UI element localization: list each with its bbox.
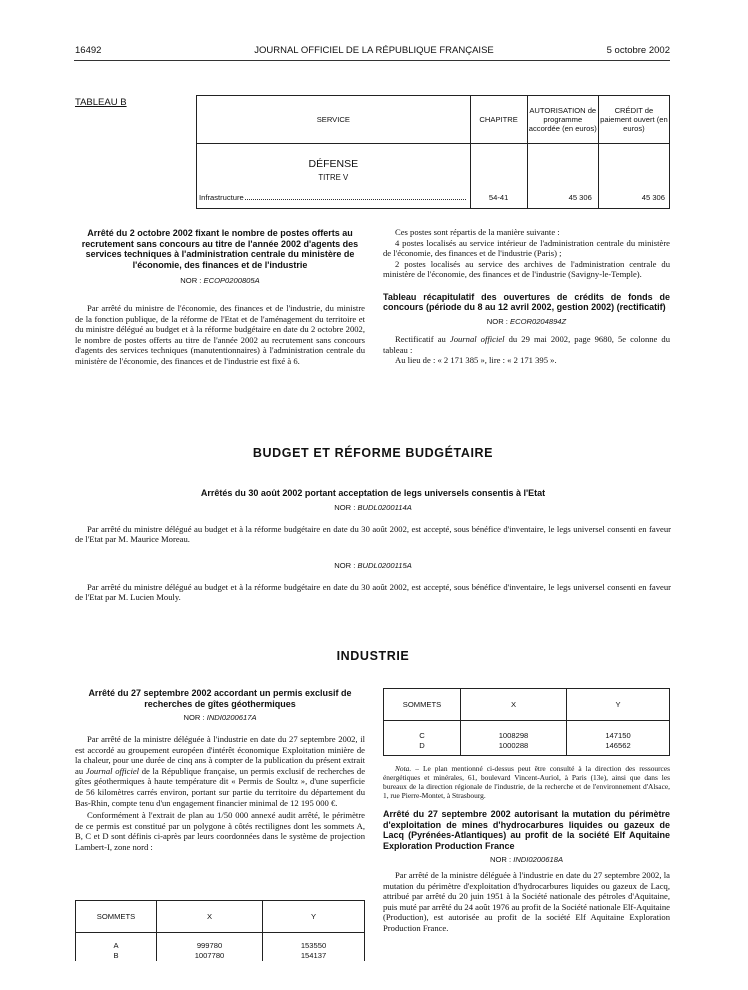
journal-title: JOURNAL OFFICIEL DE LA RÉPUBLIQUE FRANÇAISE bbox=[254, 45, 494, 56]
budget-text-2: Par arrêté du ministre délégué au budget et à la réforme budgétaire en date du 30 août 2002, est accepté, sous bénéfice d'inventaire, le legs universel consenti en faveur de l'Etat par M. Lucien Mouly. bbox=[75, 581, 671, 603]
titre-label: TITRE V bbox=[318, 173, 349, 182]
th-y: Y bbox=[567, 689, 670, 721]
nota-block bbox=[383, 764, 670, 934]
repartition-1: 4 postes localisés au service intérieur de l'administration centrale du ministère de l'économie, des finances et de l'industrie (Paris) ; bbox=[383, 237, 670, 259]
mutation-body: Par arrêté de la ministre déléguée à l'industrie en date du 27 septembre 2002, la mutation du périmètre d'exploitation d'hydrocarbures liquides ou gazeux de Lacq, attribué par arrêté du 20 juin 1951 à la Société nationale des pétroles d'Aquitaine, puis muté par arrêté du 24 août 1976 au profit de la Société nationale Elf-Aquitaine (Production), est autorisée au profit de la société Elf Aquitaine Exploration Production France. bbox=[383, 870, 670, 933]
nor-label: NOR : bbox=[489, 855, 512, 864]
y-col bbox=[263, 933, 365, 962]
sommets-col bbox=[76, 933, 157, 962]
industrie-heading: INDUSTRIE bbox=[336, 649, 410, 663]
budget-nor-1 bbox=[75, 503, 671, 512]
row-autorisation: 45 306 bbox=[527, 144, 598, 209]
tableau-b-table bbox=[196, 95, 670, 209]
mutation-title: Arrêté du 27 septembre 2002 autorisant la mutation du périmètre d'exploitation de mines d'hydrocarbures liquides ou gazeux de Lacq (Pyrénées-Atlantiques) au profit de la société Elf Aquitaine Exploration Production France bbox=[383, 809, 670, 851]
header-rule bbox=[74, 60, 670, 61]
permis-para2: Conformément à l'extrait de plan au 1/50 000 annexé audit arrêté, le périmètre de ce permis est constitué par un polygone à côtés rectilignes dont les sommets A, B, C et D sont définis ci-après par leurs coordonnées dans le système de projection Lambert-I, zone nord : bbox=[75, 810, 365, 852]
y-b: 154137 bbox=[300, 951, 327, 960]
sommet-d: D bbox=[419, 741, 425, 750]
y-a: 153550 bbox=[300, 941, 327, 950]
th-x: X bbox=[461, 689, 567, 721]
repartition-2: 2 postes localisés au service des archives de l'administration centrale du ministère de l'économie, des finances et de l'industrie (Savigny-le-Temple). bbox=[383, 258, 670, 280]
permis-para1-b: de la République française, un permis exclusif de recherches de gîtes géothermiques à haute température dit « Permis de Soultz », d'une superficie de 56 kilomètres carrés environ, portant sur partie du territoire du département du Bas-Rhin, compte tenu d'un engagement financier minimal de 12 195 000 €. bbox=[75, 765, 366, 808]
tableau-recap-title: Tableau récapitulatif des ouvertures de crédits de fonds de concours (période du 8 au 12 avril 2002, gestion 2002) (rectificatif) bbox=[383, 291, 670, 313]
service-infrastructure: Infrastructure bbox=[199, 193, 244, 202]
x-b: 1007780 bbox=[194, 951, 225, 960]
repartition-block bbox=[383, 227, 670, 366]
ministry-name: DÉFENSE bbox=[308, 158, 359, 170]
nor-label: NOR : bbox=[334, 560, 356, 570]
nor-code: BUDL0200115A bbox=[357, 560, 412, 570]
nota-text bbox=[383, 764, 670, 800]
dot-leader bbox=[245, 193, 466, 200]
sommets-table-cd bbox=[383, 688, 670, 756]
x-c: 1008298 bbox=[498, 731, 529, 740]
nota-body: – Le plan mentionné ci-dessus peut être consulté à la direction des ressources énergétiques et minérales, 61, boulevard Vincent-Auriol, à Paris (13e), ainsi que dans les bureaux de la direction régionale de l'industrie, de la recherche et de l'environnement d'Alsace, 1, rue Pierre-Montet, à Strasbourg. bbox=[383, 764, 670, 800]
y-c: 147150 bbox=[605, 731, 631, 740]
sommet-b: B bbox=[113, 951, 119, 960]
sommets-table-ab bbox=[75, 900, 365, 961]
nor-label: NOR : bbox=[486, 316, 508, 326]
permis-block bbox=[75, 688, 365, 853]
nor-code: INDI0200617A bbox=[206, 713, 257, 722]
recap-suffix: du 29 mai 2002, page 9680, 5e colonne du tableau : bbox=[383, 333, 671, 355]
tableau-recap-correction: Au lieu de : « 2 171 385 », lire : « 2 171 395 ». bbox=[395, 355, 557, 366]
permis-journal: Journal officiel bbox=[85, 765, 140, 776]
x-d: 1000288 bbox=[498, 741, 529, 750]
th-sommets: SOMMETS bbox=[384, 689, 461, 721]
th-x: X bbox=[157, 901, 263, 933]
x-col bbox=[157, 933, 263, 962]
row-chapitre: 54-41 bbox=[470, 144, 527, 209]
mutation-nor bbox=[383, 855, 670, 864]
nor-code: ECOR0204894Z bbox=[510, 316, 567, 326]
budget-title: Arrêtés du 30 août 2002 portant acceptation de legs universels consentis à l'Etat bbox=[200, 488, 546, 498]
col-credit: CRÉDIT de paiement ouvert (en euros) bbox=[598, 96, 669, 144]
arrete-postes-nor bbox=[75, 276, 365, 285]
nor-label: NOR : bbox=[334, 502, 356, 512]
budget-text-1: Par arrêté du ministre délégué au budget et à la réforme budgétaire en date du 30 août 2002, est accepté, sous bénéfice d'inventaire, le legs universel consenti en faveur de l'Etat par M. Maurice Moreau. bbox=[75, 523, 671, 545]
tableau-recap-nor bbox=[383, 317, 670, 326]
budget-nor-2 bbox=[75, 561, 671, 570]
permis-para1-a: Par arrêté de la ministre déléguée à l'industrie en date du 27 septembre 2002, il est accordé au groupement européen d'intérêt économique Exploitation minière de la chaleur, pour une durée de cinq ans à compter de la publication du présent extrait au bbox=[75, 734, 365, 776]
row-credit: 45 306 bbox=[598, 144, 669, 209]
nota-label: Nota. bbox=[395, 764, 412, 773]
nor-label: NOR : bbox=[180, 276, 202, 285]
col-autorisation: AUTORISATION de programme accordée (en euros) bbox=[527, 96, 598, 144]
th-y: Y bbox=[263, 901, 365, 933]
col-chapitre: CHAPITRE bbox=[470, 96, 527, 144]
nor-code: BUDL0200114A bbox=[357, 502, 412, 512]
arrete-postes-title: Arrêté du 2 octobre 2002 fixant le nombre de postes offerts au recrutement sans concours au titre de l'année 2002 d'agents des services techniques à l'administration centrale du ministère de l'économie, des finances et de l'industrie bbox=[81, 228, 359, 270]
recap-prefix: Rectificatif au bbox=[395, 333, 450, 344]
x-a: 999780 bbox=[196, 941, 223, 950]
page-number: 16492 bbox=[75, 45, 102, 56]
arrete-postes bbox=[75, 228, 365, 367]
recap-journal: Journal officiel bbox=[449, 333, 505, 344]
sommet-c: C bbox=[419, 731, 425, 740]
repartition-intro: Ces postes sont répartis de la manière suivante : bbox=[395, 227, 560, 237]
th-sommets: SOMMETS bbox=[76, 901, 157, 933]
col-service: SERVICE bbox=[197, 96, 471, 144]
budget-section bbox=[75, 488, 671, 603]
budget-heading: BUDGET ET RÉFORME BUDGÉTAIRE bbox=[252, 446, 494, 460]
y-d: 146562 bbox=[605, 741, 631, 750]
nor-label: NOR : bbox=[183, 713, 205, 722]
header-date: 5 octobre 2002 bbox=[606, 45, 670, 56]
nor-code: ECOP0200805A bbox=[203, 276, 260, 285]
tableau-recap-body bbox=[383, 334, 670, 355]
permis-nor bbox=[75, 713, 365, 722]
nor-code: INDI0200618A bbox=[513, 855, 564, 864]
tableau-b-label: TABLEAU B bbox=[75, 97, 127, 108]
permis-para1 bbox=[75, 734, 365, 808]
sommet-a: A bbox=[113, 941, 119, 950]
arrete-postes-body: Par arrêté du ministre de l'économie, des finances et de l'industrie, du ministre de la fonction publique, de la réforme de l'Etat et de l'aménagement du territoire et du ministre délégué au budget et à la réforme budgétaire en date du 2 octobre 2002, le nombre de postes offerts au titre de l'année 2002 au recrutement sans concours d'agents des services techniques (manutentionnaires) à l'administration centrale du ministère de l'économie, des finances et de l'industrie est fixé à 6. bbox=[75, 303, 365, 366]
permis-title: Arrêté du 27 septembre 2002 accordant un permis exclusif de recherches de gîtes géothermiques bbox=[88, 688, 352, 709]
